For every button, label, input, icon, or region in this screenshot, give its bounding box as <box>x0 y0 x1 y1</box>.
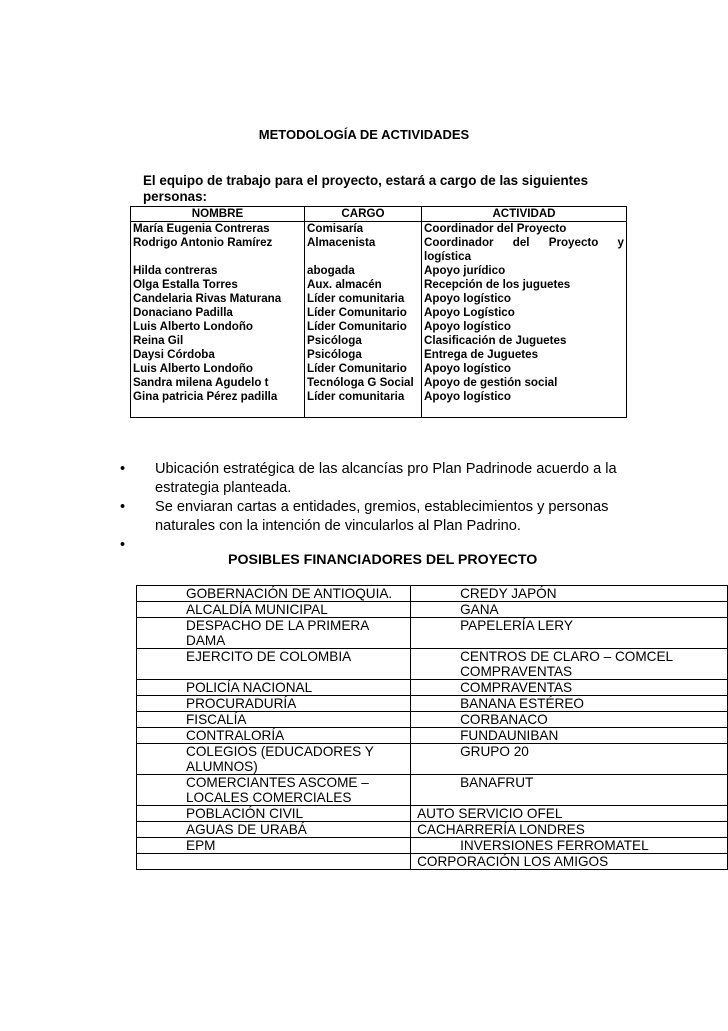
cell-right: CORBANACO <box>411 712 728 728</box>
cell-cargo: Aux. almacén <box>305 278 422 292</box>
cell-left: POBLACIÓN CIVIL <box>137 806 411 822</box>
cell-left: ALCALDÍA MUNICIPAL <box>137 602 411 618</box>
cell-right: CENTROS DE CLARO – COMCEL COMPRAVENTAS <box>411 649 728 680</box>
header-nombre: NOMBRE <box>131 207 305 222</box>
cell-nombre: Reina Gil <box>131 334 305 348</box>
cell-actividad: Apoyo logístico <box>422 292 627 306</box>
cell-nombre: Donaciano Padilla <box>131 306 305 320</box>
cell-cargo: Psicóloga <box>305 334 422 348</box>
cell-actividad: Apoyo jurídico <box>422 264 627 278</box>
cell-cargo: Comisaría <box>305 222 422 237</box>
cell-left: EPM <box>137 838 411 854</box>
cell-left: COMERCIANTES ASCOME – LOCALES COMERCIALES <box>137 775 411 806</box>
cell-nombre: Gina patricia Pérez padilla <box>131 390 305 404</box>
cell-actividad: Apoyo logístico <box>422 362 627 376</box>
cell-cargo: abogada <box>305 264 422 278</box>
cell-left <box>137 854 411 870</box>
list-item <box>120 460 620 498</box>
table-row <box>137 680 728 696</box>
table-row <box>137 822 728 838</box>
cell-left: PROCURADURÍA <box>137 696 411 712</box>
table-row <box>137 696 728 712</box>
bullet-icon: • <box>120 461 126 477</box>
header-cargo: CARGO <box>305 207 422 222</box>
cell-left: CONTRALORÍA <box>137 728 411 744</box>
cell-cargo: Líder Comunitario <box>305 362 422 376</box>
cell-nombre: Olga Estalla Torres <box>131 278 305 292</box>
cell-right: PAPELERÍA LERY <box>411 618 728 649</box>
empty-cell <box>131 404 305 418</box>
table-row <box>131 264 627 278</box>
header-actividad: ACTIVIDAD <box>422 207 627 222</box>
table-row <box>131 348 627 362</box>
cell-right: COMPRAVENTAS <box>411 680 728 696</box>
cell-cargo: Líder comunitaria <box>305 390 422 404</box>
table-row <box>131 390 627 404</box>
table-row <box>137 586 728 602</box>
cell-nombre: Luis Alberto Londoño <box>131 320 305 334</box>
cell-right: FUNDAUNIBAN <box>411 728 728 744</box>
cell-nombre: Rodrigo Antonio Ramírez <box>131 236 305 264</box>
staff-table <box>130 206 627 418</box>
cell-actividad: Clasificación de Juguetes <box>422 334 627 348</box>
table-row <box>137 806 728 822</box>
cell-right: CREDY JAPÓN <box>411 586 728 602</box>
cell-actividad: Entrega de Juguetes <box>422 348 627 362</box>
cell-cargo: Líder Comunitario <box>305 320 422 334</box>
cell-actividad: Apoyo Logístico <box>422 306 627 320</box>
cell-nombre: Hilda contreras <box>131 264 305 278</box>
cell-left: POLICÍA NACIONAL <box>137 680 411 696</box>
table-row <box>131 334 627 348</box>
cell-actividad: Coordinador del Proyecto y logística <box>422 236 627 264</box>
cell-cargo: Líder comunitaria <box>305 292 422 306</box>
intro-paragraph: El equipo de trabajo para el proyecto, estará a cargo de las siguientes personas: <box>143 173 589 204</box>
cell-right: GRUPO 20 <box>411 744 728 775</box>
cell-nombre: Daysi Córdoba <box>131 348 305 362</box>
cell-right: CACHARRERÍA LONDRES <box>411 822 728 838</box>
table-row <box>131 306 627 320</box>
financiadores-table <box>136 585 728 870</box>
cell-left: GOBERNACIÓN DE ANTIOQUIA. <box>137 586 411 602</box>
staff-table-header <box>131 207 627 222</box>
cell-nombre: Luis Alberto Londoño <box>131 362 305 376</box>
financiadores-title: POSIBLES FINANCIADORES DEL PROYECTO <box>228 552 538 568</box>
cell-actividad: Apoyo de gestión social <box>422 376 627 390</box>
cell-nombre: Candelaria Rivas Maturana <box>131 292 305 306</box>
table-row <box>137 854 728 870</box>
cell-left: COLEGIOS (EDUCADORES Y ALUMNOS) <box>137 744 411 775</box>
table-row <box>131 222 627 237</box>
table-row <box>137 649 728 680</box>
cell-right: GANA <box>411 602 728 618</box>
bullet-icon: • <box>120 537 126 553</box>
table-row <box>131 362 627 376</box>
cell-right: AUTO SERVICIO OFEL <box>411 806 728 822</box>
table-row <box>137 838 728 854</box>
table-row <box>137 775 728 806</box>
table-row <box>137 728 728 744</box>
cell-left: EJERCITO DE COLOMBIA <box>137 649 411 680</box>
cell-cargo: Psicóloga <box>305 348 422 362</box>
table-row <box>131 278 627 292</box>
table-row <box>137 602 728 618</box>
cell-left: DESPACHO DE LA PRIMERA DAMA <box>137 618 411 649</box>
cell-cargo: Líder Comunitario <box>305 306 422 320</box>
table-row <box>137 618 728 649</box>
cell-actividad: Apoyo logístico <box>422 390 627 404</box>
table-row <box>131 236 627 264</box>
empty-cell <box>305 404 422 418</box>
cell-actividad: Coordinador del Proyecto <box>422 222 627 237</box>
cell-actividad: Recepción de los juguetes <box>422 278 627 292</box>
empty-cell <box>422 404 627 418</box>
cell-cargo: Tecnóloga G Social <box>305 376 422 390</box>
document-title: METODOLOGÍA DE ACTIVIDADES <box>258 127 470 142</box>
bullet-text: Se enviaran cartas a entidades, gremios, establecimientos y personas naturales con la intención de vincularlos al Plan Padrino. <box>155 499 609 534</box>
cell-right: INVERSIONES FERROMATEL <box>411 838 728 854</box>
cell-actividad: Apoyo logístico <box>422 320 627 334</box>
table-row-empty <box>131 404 627 418</box>
bullet-icon: • <box>120 499 126 515</box>
table-row <box>137 712 728 728</box>
bullet-text: Ubicación estratégica de las alcancías pro Plan Padrinode acuerdo a la estrategia planteada. <box>155 461 617 496</box>
list-item <box>120 498 620 536</box>
cell-right: BANANA ESTÉREO <box>411 696 728 712</box>
cell-right: BANAFRUT <box>411 775 728 806</box>
table-row <box>137 744 728 775</box>
cell-cargo: Almacenista <box>305 236 422 264</box>
table-row <box>131 292 627 306</box>
table-row <box>131 376 627 390</box>
cell-left: FISCALÍA <box>137 712 411 728</box>
cell-right: CORPORACIÓN LOS AMIGOS <box>411 854 728 870</box>
table-row <box>131 320 627 334</box>
cell-left: AGUAS DE URABÁ <box>137 822 411 838</box>
cell-nombre: Sandra milena Agudelo t <box>131 376 305 390</box>
cell-nombre: María Eugenia Contreras <box>131 222 305 237</box>
bullet-list <box>120 460 620 555</box>
